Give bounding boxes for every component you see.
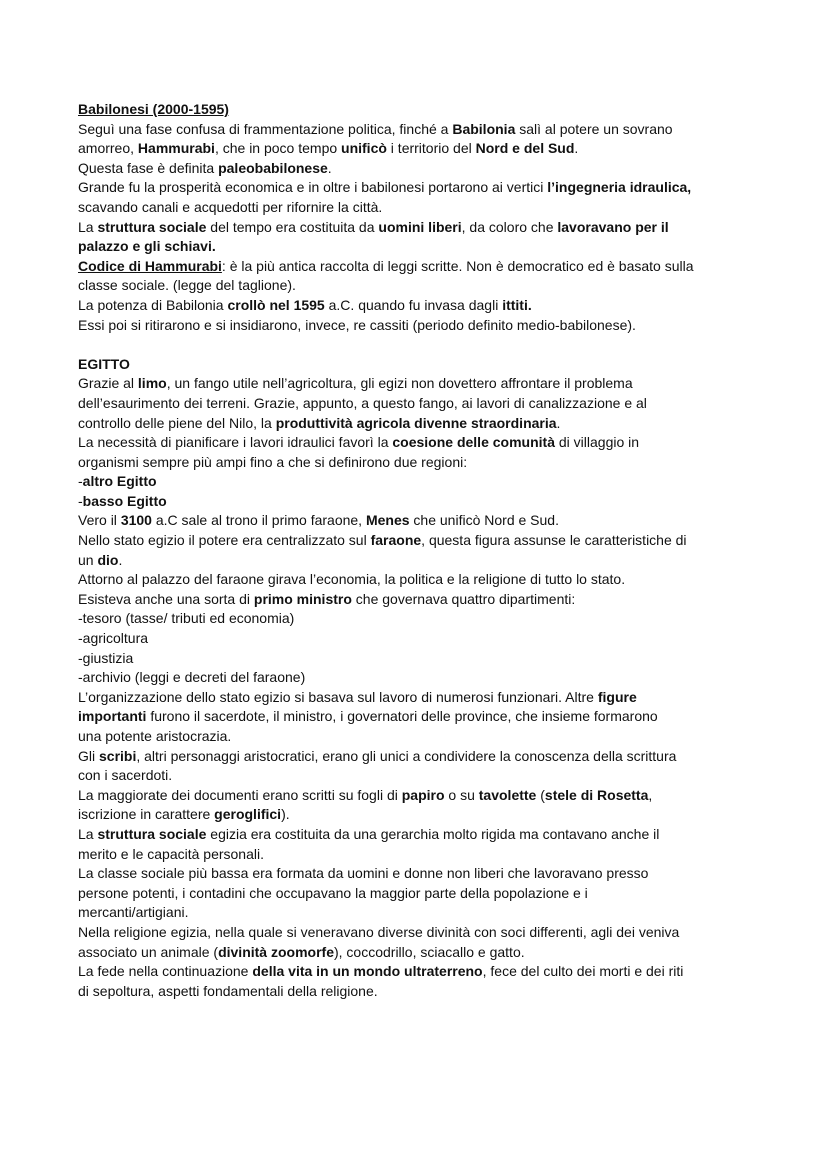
text-run: struttura sociale [97, 825, 207, 842]
text-run: della vita in un mondo ultraterreno [252, 963, 483, 980]
text-run: altro Egitto [82, 473, 157, 490]
text-line [78, 218, 758, 238]
text-line [78, 453, 758, 473]
text-run: associato un animale ( [78, 943, 219, 960]
text-run: ). [281, 806, 290, 823]
text-run: faraone [370, 532, 422, 549]
text-run: geroglifici [214, 806, 282, 823]
text-run: Nello stato egizio il potere era centralizzato sul [78, 532, 371, 549]
text-run: Seguì una fase confusa di frammentazione politica, finché a [78, 120, 453, 137]
text-run: 3100 [120, 512, 152, 529]
text-run: - [78, 473, 83, 490]
text-line [78, 864, 758, 884]
text-run: : è la più antica raccolta di leggi scritte. Non è democratico ed è basato sulla [221, 257, 694, 274]
text-run: struttura sociale [97, 218, 207, 235]
text-run: -giustizia [78, 649, 134, 666]
text-run: - [78, 492, 83, 509]
text-run: La fede nella continuazione [78, 963, 253, 980]
text-run: salì al potere un sovrano [515, 120, 673, 137]
text-run: furono il sacerdote, il ministro, i governatori delle province, che insieme formarono [146, 708, 658, 725]
text-line [78, 825, 758, 845]
text-run: . [118, 551, 123, 568]
text-run: La classe sociale più bassa era formata da uomini e donne non liberi che lavoravano presso [78, 865, 649, 882]
text-run: scavando canali e acquedotti per rifornire la città. [78, 198, 383, 215]
text-run: La potenza di Babilonia [78, 296, 228, 313]
text-run: l’ingegneria idraulica, [547, 179, 692, 196]
text-line [78, 198, 758, 218]
text-run: papiro [401, 786, 445, 803]
text-run: Questa fase è definita [78, 159, 219, 176]
text-line [78, 707, 758, 727]
text-line [78, 316, 758, 336]
text-run: egizia era costituita da una gerarchia molto rigida ma contavano anche il [206, 825, 660, 842]
text-line [78, 551, 758, 571]
text-run: , questa figura assunse le caratteristiche di [421, 532, 687, 549]
text-run: Gli [78, 747, 99, 764]
text-run: L’organizzazione dello stato egizio si basava sul lavoro di numerosi funzionari. Altre [78, 688, 598, 705]
text-run: figure [597, 688, 637, 705]
text-run: , [648, 786, 653, 803]
text-run: di villaggio in [554, 434, 640, 451]
text-run: ), coccodrillo, sciacallo e gatto. [333, 943, 525, 960]
section-heading-egitto: EGITTO [78, 355, 130, 372]
text-line [78, 727, 758, 747]
text-line [78, 688, 758, 708]
text-run: Nella religione egizia, nella quale si veneravano diverse divinità con soci differenti, agli dei veniva [78, 923, 680, 940]
text-run: Grande fu la prosperità economica e in oltre i babilonesi portarono ai vertici [78, 179, 548, 196]
text-run: , altri personaggi aristocratici, erano gli unici a condividere la conoscenza della scrittura [136, 747, 677, 764]
text-run: -agricoltura [78, 630, 149, 647]
text-line [78, 786, 758, 806]
text-line [78, 276, 758, 296]
text-run: , da coloro che [461, 218, 558, 235]
text-run: con i sacerdoti. [78, 767, 173, 784]
text-line [78, 649, 758, 669]
text-run: organismi sempre più ampi fino a che si definirono due regioni: [78, 453, 468, 470]
text-run: divinità zoomorfe [218, 943, 334, 960]
section-babilonesi-body [78, 120, 758, 336]
text-run: classe sociale. (legge del taglione). [78, 277, 296, 294]
document-body [78, 100, 758, 1001]
text-run: Grazie al [78, 375, 138, 392]
text-line [78, 570, 758, 590]
text-run: scribi [99, 747, 137, 764]
text-line [78, 982, 758, 1002]
text-run: Menes [365, 512, 410, 529]
text-run: , che in poco tempo [214, 140, 342, 157]
text-run: . [556, 414, 561, 431]
text-run: persone potenti, i contadini che occupavano la maggior parte della popolazione e i [78, 884, 588, 901]
text-line [78, 845, 758, 865]
text-run: che governava quattro dipartimenti: [351, 590, 576, 607]
text-run: controllo delle piene del Nilo, la [78, 414, 276, 431]
text-line [78, 747, 758, 767]
text-line [78, 531, 758, 551]
section-egitto-body [78, 374, 758, 1001]
text-run: crollò nel 1595 [227, 296, 325, 313]
text-line [78, 590, 758, 610]
text-line [78, 668, 758, 688]
text-run: ( [536, 786, 545, 803]
section-heading-babilonesi: Babilonesi (2000-1595) [78, 101, 229, 117]
text-line [78, 923, 758, 943]
text-run: Essi poi si ritirarono e si insidiarono, invece, re cassiti (periodo definito medio-babilonese). [78, 316, 636, 333]
text-run: produttività agricola divenne straordinaria [275, 414, 557, 431]
text-run: Attorno al palazzo del faraone girava l’economia, la politica e la religione di tutto lo stato. [78, 571, 626, 588]
text-line [78, 492, 758, 512]
text-line [78, 433, 758, 453]
text-run: del tempo era costituita da [206, 218, 379, 235]
text-line [78, 884, 758, 904]
text-line [78, 159, 758, 179]
text-line [78, 237, 758, 257]
text-line [78, 609, 758, 629]
text-run: primo ministro [253, 590, 352, 607]
text-line [78, 805, 758, 825]
text-run: , un fango utile nell’agricoltura, gli egizi non dovettero affrontare il problema [166, 375, 633, 392]
text-run: La [78, 825, 98, 842]
text-line [78, 120, 758, 140]
text-run: dell’esaurimento dei terreni. Grazie, appunto, a questo fango, ai lavori di canalizzazione e al [78, 394, 647, 411]
text-run: paleobabilonese [218, 159, 328, 176]
text-run: Vero il [78, 512, 121, 529]
text-line [78, 903, 758, 923]
text-run: a.C sale al trono il primo faraone, [151, 512, 366, 529]
text-run: La [78, 218, 98, 235]
text-run: mercanti/artigiani. [78, 904, 189, 921]
text-run: coesione delle comunità [392, 434, 555, 451]
text-run: stele di Rosetta [544, 786, 649, 803]
text-run: -archivio (leggi e decreti del faraone) [78, 669, 306, 686]
text-run: amorreo, [78, 140, 138, 157]
text-line [78, 629, 758, 649]
text-run: unificò [341, 140, 387, 157]
text-line [78, 414, 758, 434]
text-run: Nord e del Sud [475, 140, 575, 157]
text-line [78, 943, 758, 963]
text-run: La necessità di pianificare i lavori idraulici favorì la [78, 434, 393, 451]
text-run: limo [137, 375, 167, 392]
text-run: -tesoro (tasse/ tributi ed economia) [78, 610, 295, 627]
text-run: Codice di Hammurabi [78, 257, 222, 274]
text-line [78, 257, 758, 277]
text-line [78, 296, 758, 316]
text-run: basso Egitto [82, 492, 167, 509]
text-line [78, 374, 758, 394]
text-run: importanti [78, 708, 147, 725]
text-line [78, 139, 758, 159]
text-run: un [78, 551, 98, 568]
text-line [78, 511, 758, 531]
text-run: lavoravano per il [557, 218, 669, 235]
text-run: uomini liberi [378, 218, 462, 235]
text-run: che unificò Nord e Sud. [409, 512, 559, 529]
text-run: dio [97, 551, 119, 568]
section-spacer [78, 335, 758, 355]
text-line [78, 962, 758, 982]
text-run: Esisteva anche una sorta di [78, 590, 254, 607]
text-line [78, 766, 758, 786]
text-run: iscrizione in carattere [78, 806, 215, 823]
text-run: a.C. quando fu invasa dagli [324, 296, 503, 313]
text-run: Hammurabi [137, 140, 215, 157]
text-run: merito e le capacità personali. [78, 845, 264, 862]
text-run: ittiti. [502, 296, 532, 313]
text-run: tavolette [478, 786, 537, 803]
text-run: una potente aristocrazia. [78, 728, 232, 744]
text-run: palazzo e gli schiavi. [78, 238, 216, 255]
text-run: . [574, 140, 579, 157]
text-line [78, 472, 758, 492]
text-line [78, 394, 758, 414]
text-run: La maggiorate dei documenti erano scritti su fogli di [78, 786, 402, 803]
text-run: i territorio del [386, 140, 476, 157]
text-line [78, 178, 758, 198]
text-run: . [327, 159, 332, 176]
text-run: Babilonia [452, 120, 516, 137]
text-run: di sepoltura, aspetti fondamentali della religione. [78, 982, 378, 999]
text-run: o su [444, 786, 479, 803]
text-run: , fece del culto dei morti e dei riti [482, 963, 684, 980]
